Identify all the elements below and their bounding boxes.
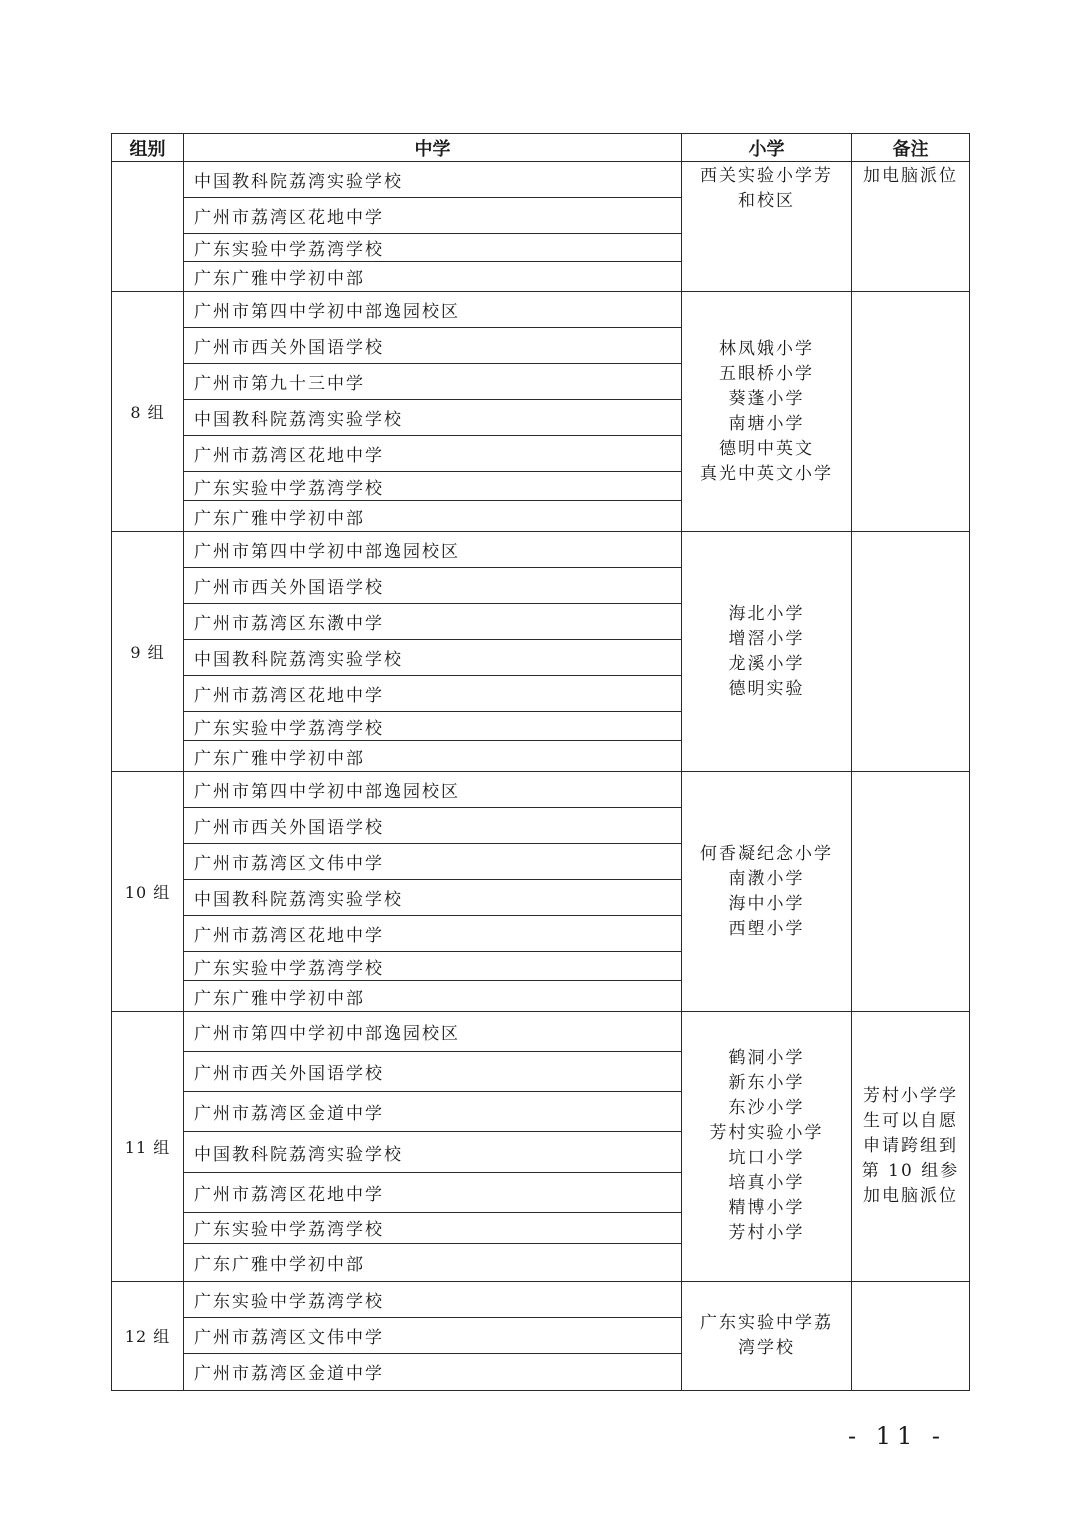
middle-school-name: 广州市荔湾区花地中学 — [184, 436, 682, 472]
primary-school-name: 芳村小学 — [728, 1223, 805, 1244]
middle-school-name: 广州市荔湾区东漖中学 — [184, 604, 682, 640]
middle-school-name: 广东实验中学荔湾学校 — [184, 712, 682, 741]
school-group-table — [111, 133, 970, 1391]
note-cell — [852, 532, 970, 772]
primary-school-name: 南塘小学 — [728, 413, 805, 434]
middle-school-name: 广州市第四中学初中部逸园校区 — [184, 292, 682, 328]
primary-school-list — [682, 292, 852, 532]
middle-school-name: 广州市荔湾区文伟中学 — [184, 844, 682, 880]
note-text: 第 10 组参 — [861, 1160, 960, 1181]
group-label: 8 组 — [112, 292, 184, 532]
middle-school-name: 广东广雅中学初中部 — [184, 981, 682, 1012]
primary-school-name: 湾学校 — [738, 1337, 795, 1358]
primary-school-name: 西关实验小学芳 — [700, 166, 833, 186]
middle-school-name: 广东实验中学荔湾学校 — [184, 952, 682, 981]
middle-school-name: 广州市第九十三中学 — [184, 364, 682, 400]
primary-school-list — [682, 1281, 852, 1390]
middle-school-name: 广州市荔湾区花地中学 — [184, 916, 682, 952]
middle-school-name: 广东实验中学荔湾学校 — [184, 1281, 682, 1317]
middle-school-name: 广州市荔湾区文伟中学 — [184, 1317, 682, 1353]
middle-school-name: 广东实验中学荔湾学校 — [184, 472, 682, 501]
primary-school-name: 广东实验中学荔 — [700, 1312, 833, 1333]
middle-school-name: 中国教科院荔湾实验学校 — [184, 880, 682, 916]
note-cell — [852, 292, 970, 532]
primary-school-name: 南漖小学 — [728, 868, 805, 889]
primary-school-name: 海北小学 — [728, 603, 805, 624]
primary-school-name: 德明实验 — [728, 678, 805, 699]
primary-school-name: 德明中英文 — [719, 438, 814, 459]
primary-school-name: 鹤洞小学 — [728, 1048, 805, 1069]
primary-school-name: 葵蓬小学 — [728, 388, 805, 409]
note-text: 加电脑派位 — [863, 166, 958, 186]
table-row — [112, 292, 970, 328]
primary-school-name: 海中小学 — [728, 893, 805, 914]
middle-school-name: 广州市西关外国语学校 — [184, 1052, 682, 1092]
note-text: 加电脑派位 — [863, 1185, 958, 1206]
primary-school-name: 和校区 — [738, 191, 795, 211]
middle-school-name: 广东广雅中学初中部 — [184, 741, 682, 772]
table-body — [112, 162, 970, 1391]
middle-school-name: 中国教科院荔湾实验学校 — [184, 400, 682, 436]
primary-school-name: 新东小学 — [728, 1073, 805, 1094]
table-row — [112, 772, 970, 808]
middle-school-name: 广州市荔湾区花地中学 — [184, 676, 682, 712]
primary-school-name: 西塱小学 — [728, 918, 805, 939]
middle-school-name: 广州市第四中学初中部逸园校区 — [184, 772, 682, 808]
primary-school-name: 林凤娥小学 — [719, 338, 814, 359]
middle-school-name: 广州市荔湾区花地中学 — [184, 198, 682, 234]
middle-school-name: 广东实验中学荔湾学校 — [184, 1212, 682, 1243]
middle-school-name: 广州市西关外国语学校 — [184, 328, 682, 364]
primary-school-list — [682, 532, 852, 772]
middle-school-name: 广东广雅中学初中部 — [184, 262, 682, 292]
group-label — [112, 162, 184, 292]
primary-school-name: 芳村实验小学 — [709, 1123, 824, 1144]
middle-school-name: 广州市西关外国语学校 — [184, 568, 682, 604]
middle-school-name: 广东广雅中学初中部 — [184, 501, 682, 532]
table-row — [112, 532, 970, 568]
table-row — [112, 162, 970, 198]
middle-school-name: 广州市第四中学初中部逸园校区 — [184, 532, 682, 568]
note-cell — [852, 1281, 970, 1390]
middle-school-name: 中国教科院荔湾实验学校 — [184, 162, 682, 198]
header-group: 组别 — [112, 134, 184, 162]
header-note: 备注 — [852, 134, 970, 162]
table-row — [112, 1281, 970, 1317]
middle-school-name: 广州市荔湾区金道中学 — [184, 1092, 682, 1132]
primary-school-name: 真光中英文小学 — [700, 463, 833, 484]
primary-school-name: 坑口小学 — [728, 1148, 805, 1169]
middle-school-name: 广州市第四中学初中部逸园校区 — [184, 1012, 682, 1052]
primary-school-name: 增滘小学 — [728, 628, 805, 649]
group-label: 10 组 — [112, 772, 184, 1012]
page-number: - 11 - — [848, 1422, 947, 1450]
primary-school-name: 何香凝纪念小学 — [700, 843, 833, 864]
middle-school-name: 中国教科院荔湾实验学校 — [184, 640, 682, 676]
group-label: 12 组 — [112, 1281, 184, 1390]
primary-school-name: 精博小学 — [728, 1198, 805, 1219]
middle-school-name: 广州市荔湾区金道中学 — [184, 1353, 682, 1390]
table-header-row — [112, 134, 970, 162]
note-cell — [852, 1012, 970, 1281]
middle-school-name: 中国教科院荔湾实验学校 — [184, 1132, 682, 1172]
middle-school-name: 广东广雅中学初中部 — [184, 1243, 682, 1281]
primary-school-name: 培真小学 — [728, 1173, 805, 1194]
note-text: 申请跨组到 — [863, 1135, 958, 1156]
group-label: 11 组 — [112, 1012, 184, 1281]
group-label: 9 组 — [112, 532, 184, 772]
note-text: 芳村小学学 — [863, 1085, 958, 1106]
middle-school-name: 广州市西关外国语学校 — [184, 808, 682, 844]
primary-school-name: 五眼桥小学 — [719, 363, 814, 384]
note-cell — [852, 162, 970, 292]
header-middle-school: 中学 — [184, 134, 682, 162]
primary-school-list — [682, 162, 852, 292]
note-text: 生可以自愿 — [863, 1110, 958, 1131]
note-cell — [852, 772, 970, 1012]
table-row — [112, 1012, 970, 1052]
primary-school-list — [682, 1012, 852, 1281]
primary-school-list — [682, 772, 852, 1012]
middle-school-name: 广东实验中学荔湾学校 — [184, 234, 682, 262]
header-primary-school: 小学 — [682, 134, 852, 162]
middle-school-name: 广州市荔湾区花地中学 — [184, 1172, 682, 1212]
primary-school-name: 东沙小学 — [728, 1098, 805, 1119]
primary-school-name: 龙溪小学 — [728, 653, 805, 674]
